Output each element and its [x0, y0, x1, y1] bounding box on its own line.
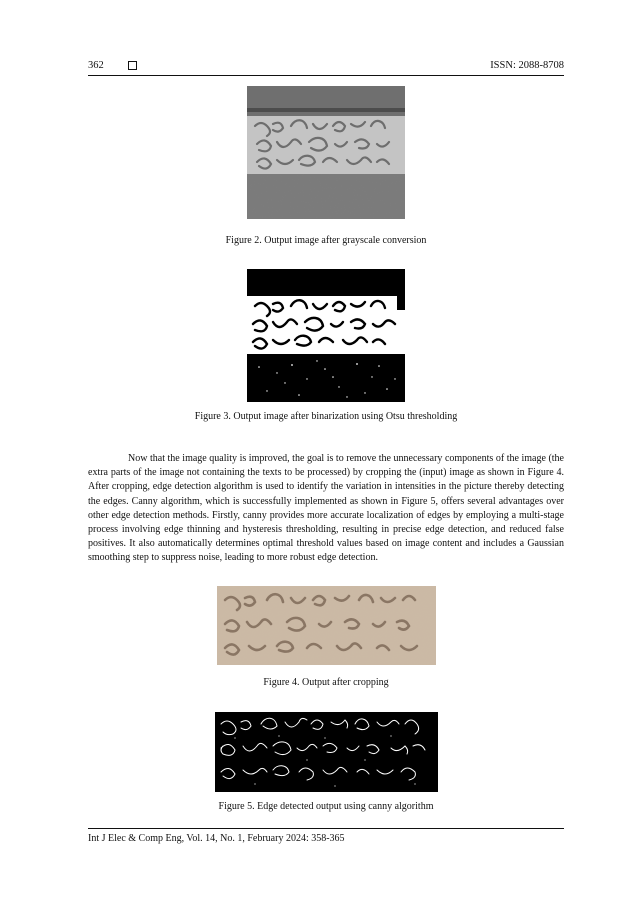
square-bullet-icon [128, 61, 137, 70]
page-number: 362 [88, 60, 104, 71]
figure-5-caption: Figure 5. Edge detected output using canny algorithm [218, 801, 434, 812]
figure-5-canny-edge-image [215, 712, 438, 792]
footer-citation: Int J Elec & Comp Eng, Vol. 14, No. 1, February 2024: 358-365 [88, 833, 345, 844]
figure-2-grayscale-image [247, 86, 405, 219]
footer-rule [88, 828, 564, 829]
figure-4-caption: Figure 4. Output after cropping [263, 677, 389, 688]
figure-3-caption: Figure 3. Output image after binarization using Otsu thresholding [194, 411, 458, 422]
figure-2-caption: Figure 2. Output image after grayscale conversion [225, 235, 427, 246]
figure-3-binarized-image [247, 269, 405, 402]
body-paragraph: Now that the image quality is improved, the goal is to remove the unnecessary components of the image (the extra parts of the image not containing the texts to be processed) by cropping the (input) image as shown in Figure 4. After cropping, edge detection algorithm is used to identify the variation in intensities in the picture thereby detecting the edges. Canny algorithm, which is successfully implemented as shown in Figure 5, offers several advantages over other edge detection methods. Firstly, canny provides more accurate localization of edges by employing a multi-stage process involving edge thinning and hysteresis thresholding, resulting in precise edge detection, and reduced false positives. It also automatically determines optimal threshold values based on image content and includes a Gaussian smoothing step to suppress noise, leading to more robust edge detection. [88, 453, 564, 564]
figure-4-cropped-image [217, 586, 436, 665]
page-header [88, 60, 564, 74]
issn-label: ISSN: 2088-8708 [490, 60, 564, 71]
header-rule [88, 75, 564, 76]
